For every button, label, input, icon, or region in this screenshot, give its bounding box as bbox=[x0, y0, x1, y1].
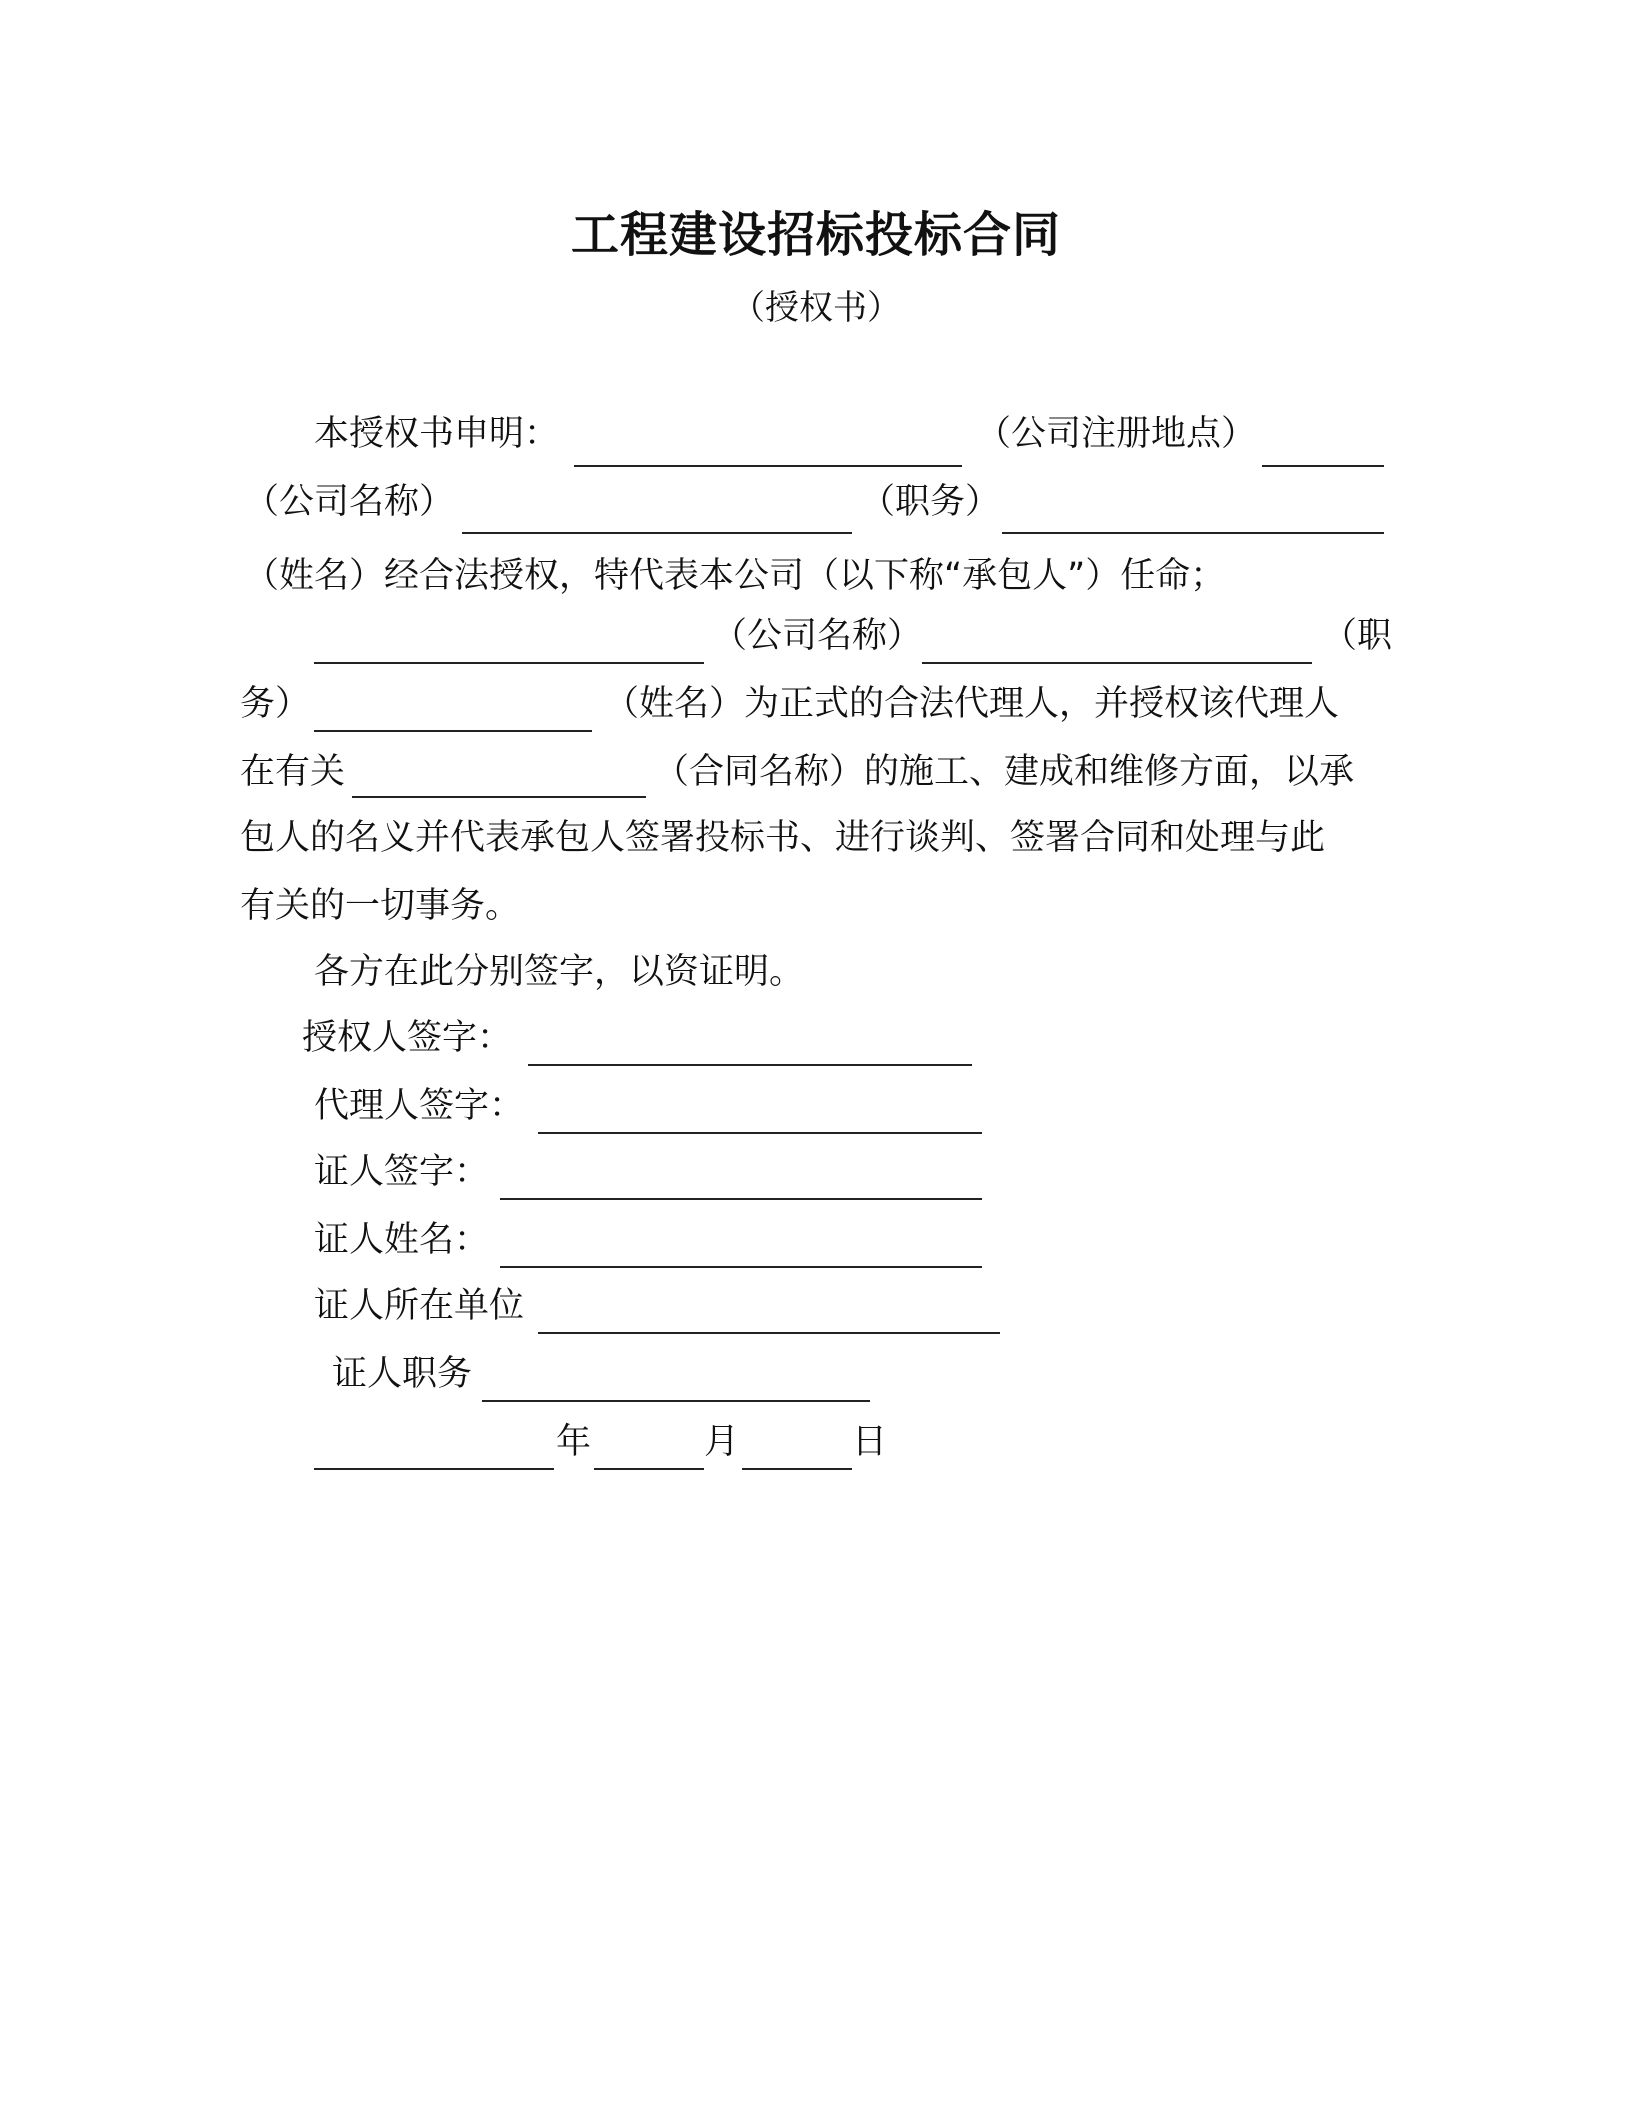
authorizer-signature-label: 授权人签字： bbox=[302, 1018, 513, 1058]
body-line-8: 有关的一切事务。 bbox=[240, 886, 521, 926]
body-line-7: 包人的名义并代表承包人签署投标书、进行谈判、签署合同和处理与此 bbox=[240, 818, 1326, 858]
witness-signature-label: 证人签字： bbox=[314, 1152, 490, 1192]
agent-company-field[interactable] bbox=[314, 622, 704, 664]
company-name-label-2: （公司名称） bbox=[712, 616, 923, 656]
day-field[interactable] bbox=[742, 1428, 852, 1470]
body-line-3: （姓名）经合法授权，特代表本公司（以下称“承包人”）任命； bbox=[244, 556, 1226, 596]
contract-name-field[interactable] bbox=[352, 756, 646, 798]
witness-name-label: 证人姓名： bbox=[314, 1220, 490, 1260]
day-label: 日 bbox=[852, 1422, 888, 1462]
witness-position-label: 证人职务 bbox=[332, 1354, 473, 1394]
witness-signature-field[interactable] bbox=[500, 1158, 982, 1200]
body-line-5: （姓名）为正式的合法代理人，并授权该代理人 bbox=[604, 684, 1340, 724]
body-line-6-prefix: 在有关 bbox=[240, 752, 346, 792]
witness-unit-field[interactable] bbox=[538, 1292, 1000, 1334]
year-field[interactable] bbox=[314, 1428, 554, 1470]
position-label-2-end: 务） bbox=[240, 684, 311, 724]
reg-place-label: （公司注册地点） bbox=[976, 414, 1257, 454]
document-title: 工程建设招标投标合同 bbox=[570, 207, 1061, 263]
name-field-1[interactable] bbox=[1002, 492, 1384, 534]
agent-signature-label: 代理人签字： bbox=[314, 1086, 525, 1126]
agent-name-field[interactable] bbox=[314, 690, 592, 732]
declaration-label: 本授权书申明： bbox=[314, 414, 560, 454]
company-name-label-1: （公司名称） bbox=[244, 482, 455, 522]
body-line-9: 各方在此分别签字，以资证明。 bbox=[314, 952, 805, 992]
witness-unit-label: 证人所在单位 bbox=[314, 1286, 525, 1326]
company-address-field[interactable] bbox=[574, 425, 962, 467]
witness-position-field[interactable] bbox=[482, 1360, 870, 1402]
agent-signature-field[interactable] bbox=[538, 1092, 982, 1134]
month-field[interactable] bbox=[594, 1428, 704, 1470]
agent-position-field[interactable] bbox=[922, 622, 1312, 664]
year-label: 年 bbox=[556, 1422, 592, 1462]
position-label-2-start: （职 bbox=[1322, 616, 1393, 656]
position-label-1: （职务） bbox=[860, 482, 1001, 522]
position-field-1[interactable] bbox=[462, 492, 852, 534]
witness-name-field[interactable] bbox=[500, 1226, 982, 1268]
month-label: 月 bbox=[704, 1422, 740, 1462]
company-name-field-1[interactable] bbox=[1262, 425, 1384, 467]
authorizer-signature-field[interactable] bbox=[528, 1024, 972, 1066]
document-subtitle: （授权书） bbox=[731, 288, 901, 328]
body-line-1 bbox=[314, 410, 559, 458]
body-line-6: （合同名称）的施工、建成和维修方面，以承 bbox=[654, 752, 1355, 792]
